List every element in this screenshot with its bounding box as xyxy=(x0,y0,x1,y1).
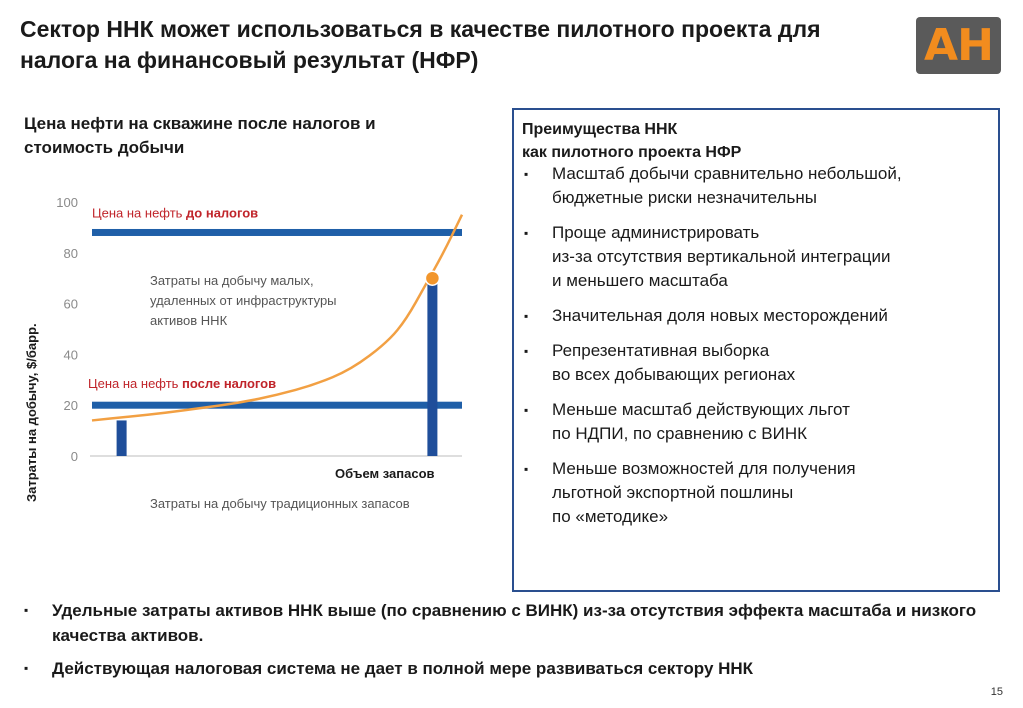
y-tick-label: 100 xyxy=(56,195,78,210)
page-number: 15 xyxy=(990,686,1003,698)
advantage-item xyxy=(522,221,902,293)
chart-subtitle: Цена нефти на скважине после налогов и стоимость добычи xyxy=(24,114,376,157)
y-axis-ticks xyxy=(56,195,78,464)
conclusion-item xyxy=(24,598,1004,648)
y-tick-label: 60 xyxy=(63,296,78,312)
bar-traditional-assets xyxy=(117,420,127,456)
y-tick-label: 20 xyxy=(63,398,78,414)
conclusion-text: Удельные затраты активов ННК выше (по сравнению с ВИНК) из-за отсутствия эффекта масштаба и низкого качества активов. xyxy=(52,601,977,645)
y-tick-label: 0 xyxy=(70,449,78,464)
advantages-list xyxy=(522,162,902,540)
advantage-item xyxy=(522,304,902,328)
advantage-text: Масштаб добычи сравнительно небольшой, бюджетные риски незначительны xyxy=(552,164,902,207)
y-tick-label: 80 xyxy=(63,245,78,261)
advantage-text: Проще администрировать из-за отсутствия вертикальной интеграции и меньшего масштаба xyxy=(552,223,891,290)
conclusions-list xyxy=(24,598,1004,689)
y-axis-label: Затраты на добычу, $/барр. xyxy=(24,323,39,502)
bullet-marker: ▪ xyxy=(24,661,29,675)
bullet-marker: ▪ xyxy=(524,462,529,476)
nnk-cost-annotation: Затраты на добычу малых, удаленных от инфраструктуры активов ННК xyxy=(150,273,337,328)
bullet-marker: ▪ xyxy=(524,226,529,240)
bullet-marker: ▪ xyxy=(524,344,529,358)
curve-marker xyxy=(425,271,439,285)
advantage-text: Меньше возможностей для получения льготной экспортной пошлины по «методике» xyxy=(552,459,856,526)
price-before-tax-label: Цена на нефть до налогов xyxy=(92,205,259,221)
advantage-item xyxy=(522,457,902,529)
y-tick-label: 40 xyxy=(63,347,78,363)
advantage-text: Репрезентативная выборка во всех добывающих регионах xyxy=(552,341,796,384)
advantage-text: Значительная доля новых месторождений xyxy=(552,306,888,325)
advantages-panel xyxy=(512,108,1000,592)
price-before-tax-line xyxy=(92,229,462,236)
cost-chart xyxy=(0,180,500,520)
bullet-marker: ▪ xyxy=(524,403,529,417)
bar-nnk-assets xyxy=(427,278,437,456)
price-after-tax-line xyxy=(92,402,462,409)
price-after-tax-label: Цена на нефть после налогов xyxy=(88,376,277,392)
advantage-text: Меньше масштаб действующих льгот по НДПИ, по сравнению с ВИНК xyxy=(552,400,850,443)
advantage-item xyxy=(522,339,902,387)
advantage-item xyxy=(522,162,902,210)
x-axis-label: Объем запасов xyxy=(335,466,435,481)
conclusion-item xyxy=(24,656,1004,681)
conclusion-text: Действующая налоговая система не дает в полной мере развиваться сектору ННК xyxy=(52,659,754,678)
bullet-marker: ▪ xyxy=(524,309,529,323)
panel-title: Преимущества ННК как пилотного проекта НФР xyxy=(522,121,742,161)
bullet-marker: ▪ xyxy=(524,167,529,181)
page-title: Сектор ННК может использоваться в качестве пилотного проекта для налога на финансовый результат (НФР) xyxy=(20,16,821,73)
company-logo: AH xyxy=(916,17,1001,74)
bullet-marker: ▪ xyxy=(24,603,29,617)
advantage-item xyxy=(522,398,902,446)
traditional-cost-annotation: Затраты на добычу традиционных запасов xyxy=(150,496,410,511)
